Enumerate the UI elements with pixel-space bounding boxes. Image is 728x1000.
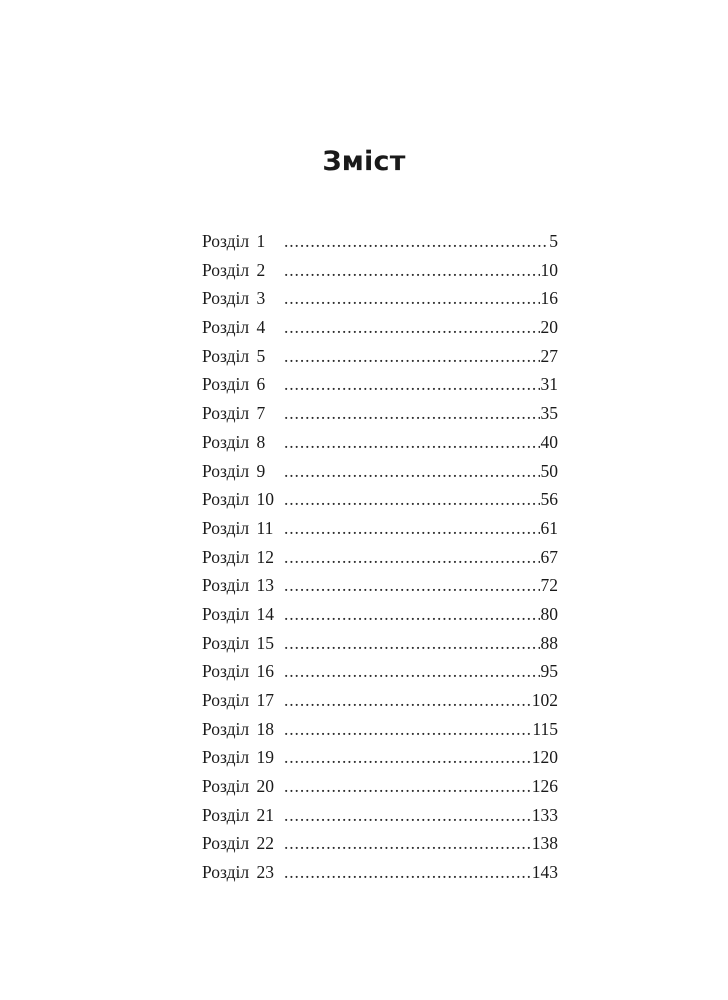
toc-entry-label: Розділ 19 — [202, 747, 275, 768]
dot-leader — [284, 686, 531, 715]
toc-entry-page-number: 20 — [540, 317, 558, 338]
dot-leader — [284, 313, 540, 342]
toc-entry-page-number: 27 — [540, 345, 558, 366]
toc-entry[interactable] — [202, 801, 558, 830]
toc-entry[interactable] — [202, 284, 558, 313]
toc-entry[interactable] — [202, 571, 558, 600]
toc-entry-page-number: 115 — [532, 718, 558, 739]
toc-entry[interactable] — [202, 629, 558, 658]
toc-entry-page-number: 102 — [531, 690, 558, 710]
toc-entry-page-number: 56 — [540, 489, 558, 510]
toc-entry-page-number: 138 — [531, 833, 558, 854]
toc-entry-label: Розділ 13 — [202, 575, 275, 596]
toc-entry-label: Розділ 1 — [202, 231, 266, 251]
toc-entry-page-number: 50 — [540, 460, 558, 481]
toc-entry-label: Розділ 8 — [202, 431, 266, 452]
toc-entry-label: Розділ 4 — [202, 317, 266, 338]
toc-entry[interactable] — [202, 686, 558, 715]
toc-entry-page-number: 16 — [540, 288, 558, 309]
toc-entry-page-number: 10 — [540, 259, 558, 280]
dot-leader — [284, 227, 548, 256]
dot-leader — [284, 284, 540, 313]
toc-entry-label: Розділ 10 — [202, 489, 275, 510]
toc-entry-label: Розділ 16 — [202, 661, 275, 682]
toc-entry[interactable] — [202, 313, 558, 342]
dot-leader — [284, 801, 531, 830]
toc-entry-page-number: 5 — [549, 231, 558, 251]
dot-leader — [284, 543, 540, 572]
toc-entry[interactable] — [202, 457, 558, 486]
toc-entry[interactable] — [202, 743, 558, 772]
dot-leader — [284, 485, 540, 514]
toc-entry-label: Розділ 20 — [202, 776, 275, 797]
toc-entry-page-number: 133 — [531, 804, 558, 825]
toc-entry-label: Розділ 21 — [202, 804, 275, 825]
toc-entry-page-number: 72 — [540, 575, 558, 596]
toc-entry-page-number: 31 — [540, 374, 558, 395]
toc-entry-label: Розділ 15 — [202, 632, 275, 653]
dot-leader — [284, 256, 540, 285]
toc-entry[interactable] — [202, 485, 558, 514]
dot-leader — [284, 428, 540, 457]
toc-entry-label: Розділ 2 — [202, 259, 266, 280]
dot-leader — [284, 457, 540, 486]
toc-entry-label: Розділ 18 — [202, 718, 275, 739]
dot-leader — [284, 514, 540, 543]
toc-entry-label: Розділ 14 — [202, 603, 275, 624]
toc-entry-label: Розділ 9 — [202, 460, 266, 481]
dot-leader — [284, 772, 531, 801]
toc-entry-page-number: 61 — [540, 517, 558, 538]
toc-entry[interactable] — [202, 829, 558, 858]
dot-leader — [284, 571, 540, 600]
dot-leader — [284, 370, 540, 399]
toc-entry-page-number: 35 — [540, 403, 558, 424]
dot-leader — [284, 657, 540, 686]
toc-entry-page-number: 120 — [531, 747, 558, 768]
toc-entry-page-number: 80 — [540, 603, 558, 624]
toc-entry[interactable] — [202, 715, 558, 744]
toc-entry-label: Розділ 11 — [202, 517, 274, 538]
dot-leader — [284, 829, 531, 858]
toc-entry[interactable] — [202, 342, 558, 371]
toc-entry-label: Розділ 22 — [202, 833, 275, 854]
table-of-contents — [202, 227, 558, 887]
dot-leader — [284, 715, 531, 744]
toc-entry-label: Розділ 17 — [202, 690, 275, 710]
toc-entry-page-number: 126 — [531, 776, 558, 797]
toc-entry[interactable] — [202, 227, 558, 256]
dot-leader — [284, 600, 540, 629]
toc-entry[interactable] — [202, 399, 558, 428]
toc-entry[interactable] — [202, 657, 558, 686]
dot-leader — [284, 399, 540, 428]
toc-entry[interactable] — [202, 543, 558, 572]
toc-entry-page-number: 143 — [531, 862, 558, 883]
toc-entry[interactable] — [202, 428, 558, 457]
dot-leader — [284, 342, 540, 371]
toc-entry[interactable] — [202, 370, 558, 399]
dot-leader — [284, 629, 540, 658]
toc-entry[interactable] — [202, 772, 558, 801]
dot-leader — [284, 858, 531, 887]
page-title: Зміст — [322, 146, 406, 178]
dot-leader — [284, 743, 531, 772]
toc-entry-page-number: 67 — [540, 546, 558, 567]
toc-entry-label: Розділ 6 — [202, 374, 266, 395]
toc-entry[interactable] — [202, 600, 558, 629]
toc-entry[interactable] — [202, 514, 558, 543]
toc-entry[interactable] — [202, 858, 558, 887]
toc-entry-label: Розділ 5 — [202, 345, 266, 366]
toc-entry-page-number: 88 — [540, 632, 558, 653]
toc-entry-label: Розділ 7 — [202, 403, 266, 424]
toc-entry-label: Розділ 23 — [202, 862, 275, 883]
toc-entry-label: Розділ 12 — [202, 546, 275, 567]
toc-entry[interactable] — [202, 256, 558, 285]
toc-entry-page-number: 95 — [540, 661, 558, 682]
toc-entry-page-number: 40 — [540, 431, 558, 452]
toc-entry-label: Розділ 3 — [202, 288, 266, 309]
